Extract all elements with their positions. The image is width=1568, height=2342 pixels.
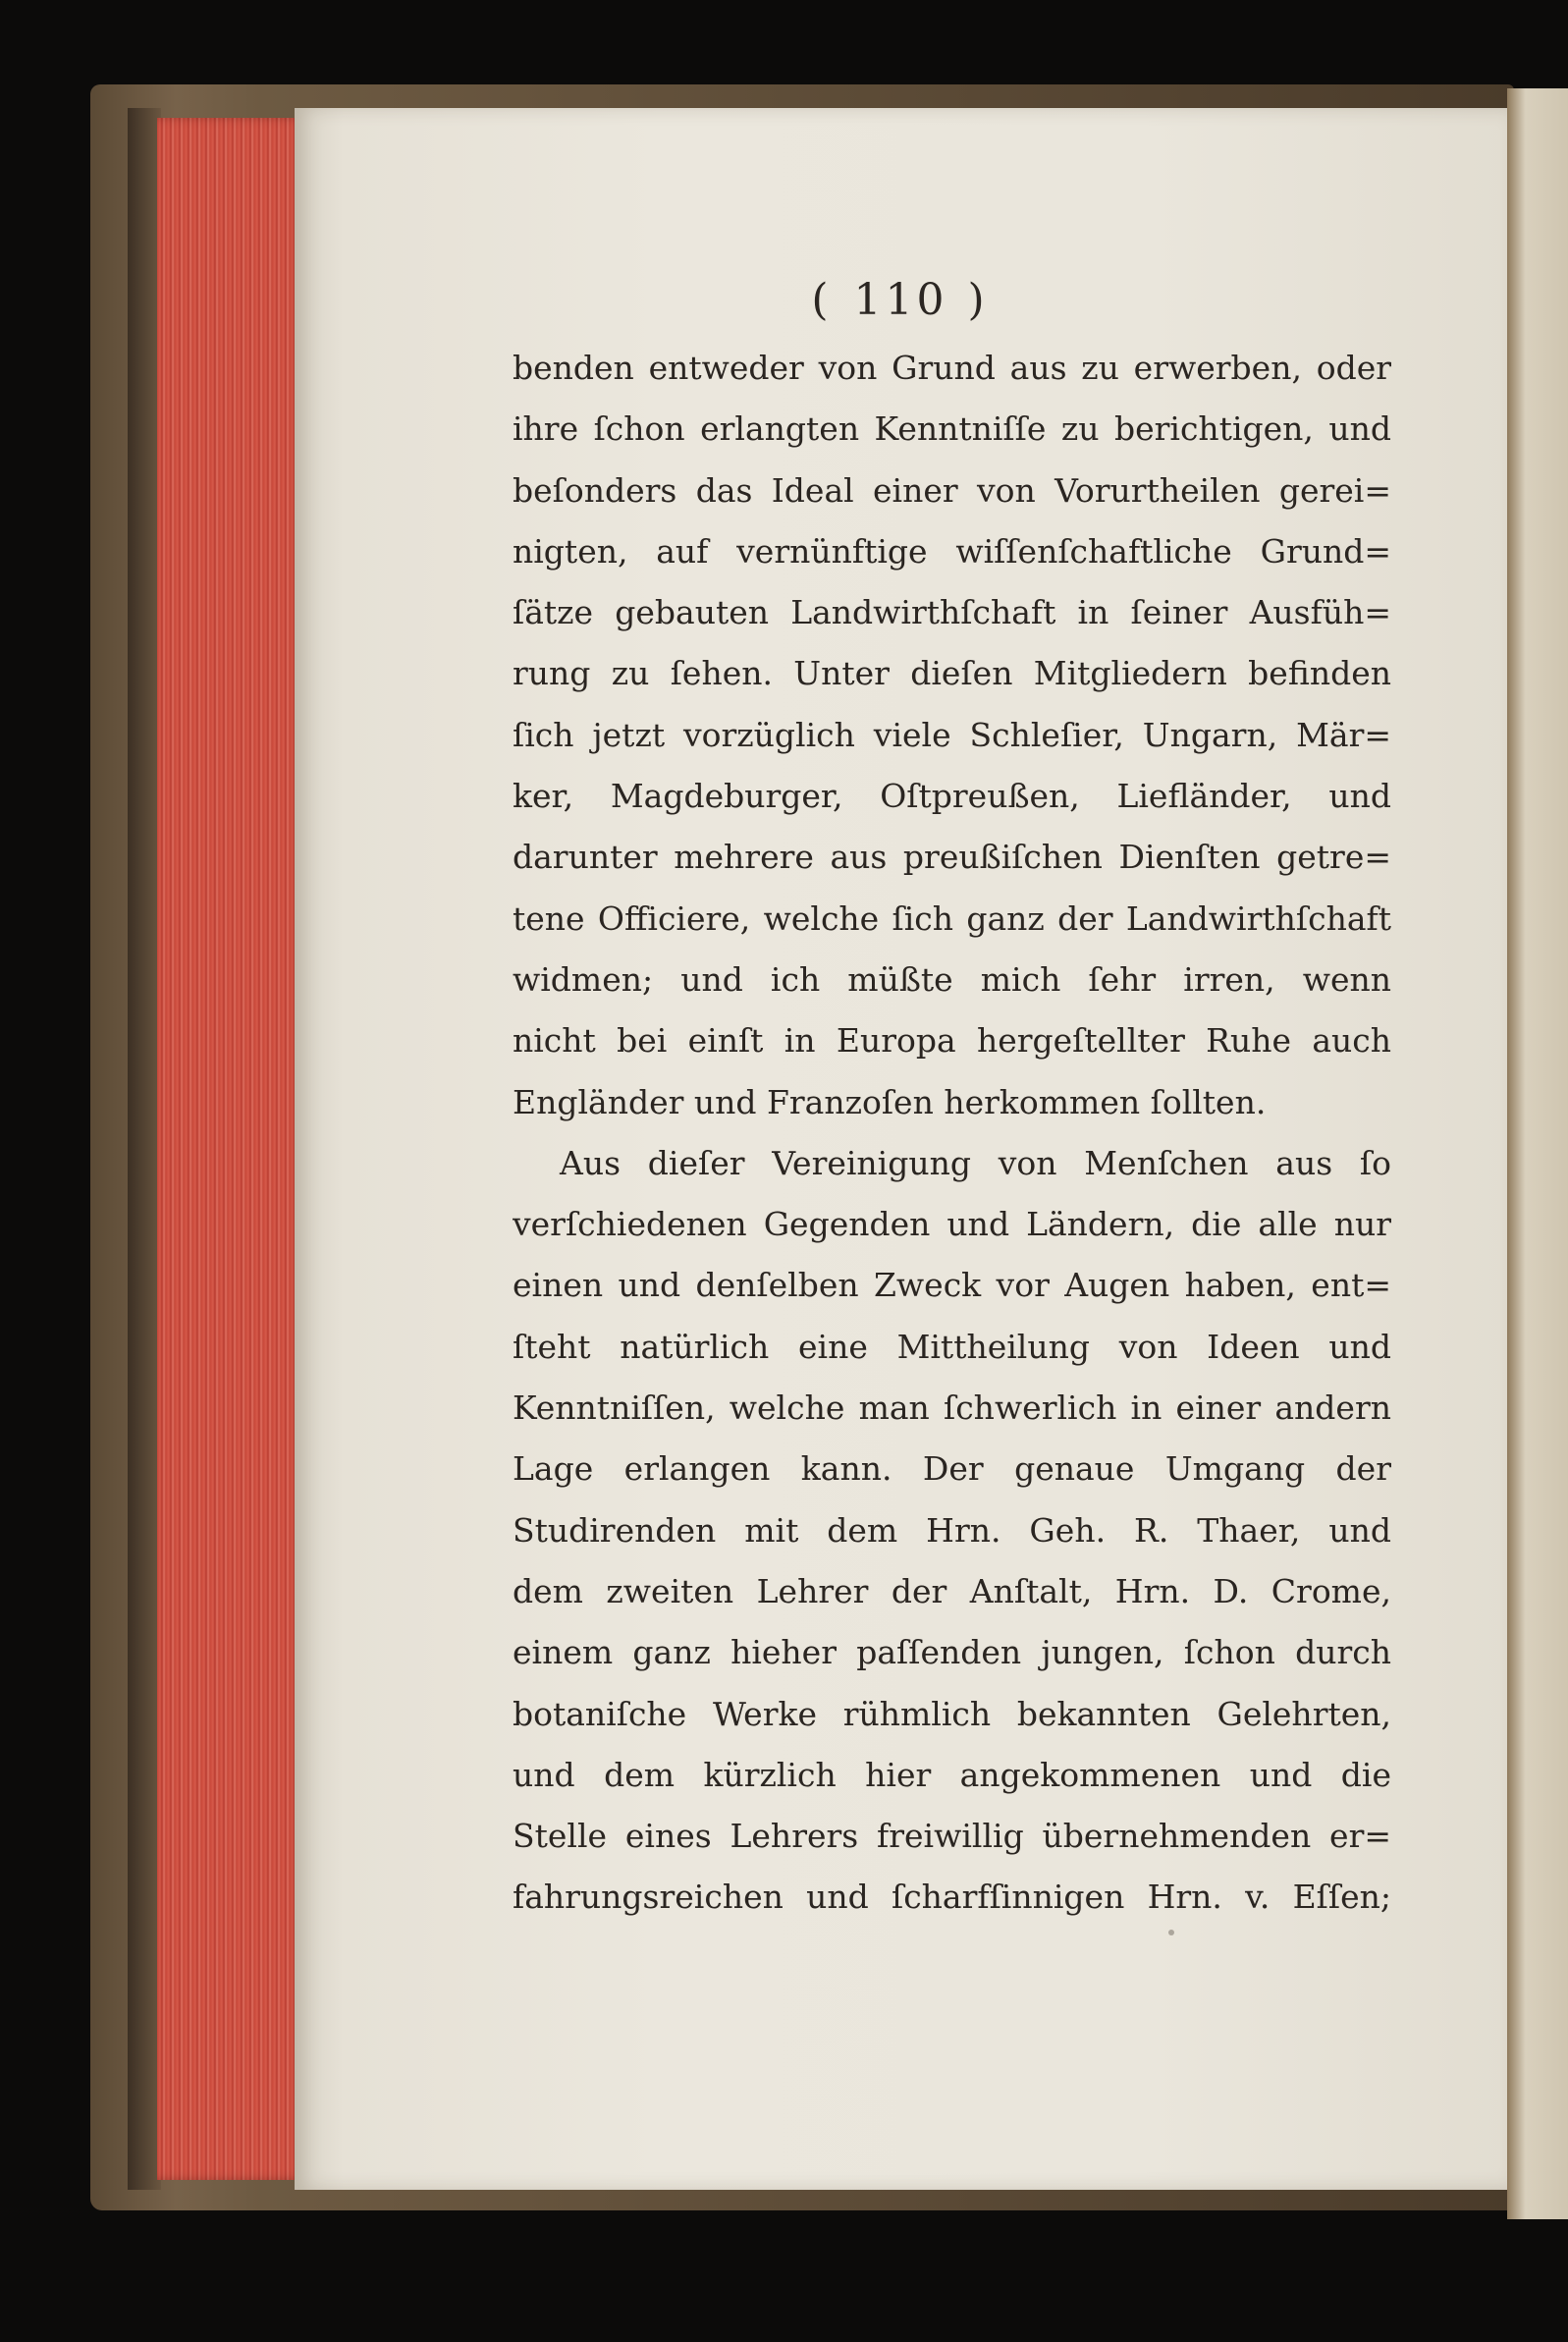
text-line: und dem kürzlich hier angekommenen und die [513, 1755, 1391, 1794]
text-line: Engländer und Franzoſen herkommen ſollten. [513, 1082, 1267, 1121]
text-line: einem ganz hieher paſſenden jungen, ſchon durch [513, 1633, 1391, 1672]
text-line: nigten, auf vernünftige wiſſenſchaftliche Grund= [513, 531, 1391, 571]
header-open-paren: ( [811, 275, 835, 325]
text-line: rung zu ſehen. Unter dieſen Mitgliedern befinden [513, 654, 1391, 693]
header-close-paren: ) [967, 275, 991, 325]
paper-speck [1168, 1930, 1174, 1935]
page-block-shadow [128, 108, 161, 2190]
text-line: botaniſche Werke rühmlich bekannten Gelehrten, [513, 1694, 1391, 1733]
body-text [513, 338, 1391, 1929]
text-line: Aus dieſer Vereinigung von Menſchen aus ſo [560, 1143, 1391, 1182]
text-line: beſonders das Ideal einer von Vorurtheilen gerei= [513, 470, 1391, 510]
text-line: fahrungsreichen und ſcharfſinnigen Hrn. v. Eſſen; [513, 1878, 1391, 1917]
text-line: ſteht natürlich eine Mittheilung von Ideen und [513, 1327, 1391, 1366]
text-line: darunter mehrere aus preußiſchen Dienſten getre= [513, 838, 1391, 877]
text-line: verſchiedenen Gegenden und Ländern, die alle nur [513, 1205, 1391, 1244]
text-line: nicht bei einſt in Europa hergeſtellter Ruhe auch [513, 1021, 1391, 1061]
text-line: benden entweder von Grund aus zu erwerben, oder [513, 349, 1391, 387]
text-line: ker, Magdeburger, Oſtpreußen, Liefländer, und [513, 777, 1391, 816]
text-line: Lage erlangen kann. Der genaue Umgang der [513, 1449, 1391, 1489]
text-line: dem zweiten Lehrer der Anſtalt, Hrn. D. Crome, [513, 1571, 1391, 1610]
text-line: ſich jetzt vorzüglich viele Schleſier, Ungarn, Mär= [513, 715, 1391, 754]
text-line: ihre ſchon erlangten Kenntniſſe zu berichtigen, und [513, 409, 1391, 449]
text-line: Stelle eines Lehrers freiwillig übernehmenden er= [513, 1817, 1391, 1856]
page-number: 110 [853, 275, 948, 325]
text-line: einen und denſelben Zweck vor Augen haben, ent= [513, 1266, 1391, 1305]
book-page [295, 108, 1507, 2190]
text-line: tene Officiere, welche ſich ganz der Landwirthſchaft [513, 899, 1391, 938]
text-line: Kenntniſſen, welche man ſchwerlich in einer andern [513, 1389, 1391, 1428]
facing-page-edge [1507, 88, 1568, 2219]
text-line: ſätze gebauten Landwirthſchaft in ſeiner Ausfüh= [513, 593, 1391, 632]
text-line: Studirenden mit dem Hrn. Geh. R. Thaer, und [513, 1510, 1391, 1550]
text-line: widmen; und ich müßte mich ſehr irren, wenn [513, 959, 1391, 999]
red-page-edges [157, 118, 304, 2180]
page-number-header [295, 275, 1507, 325]
